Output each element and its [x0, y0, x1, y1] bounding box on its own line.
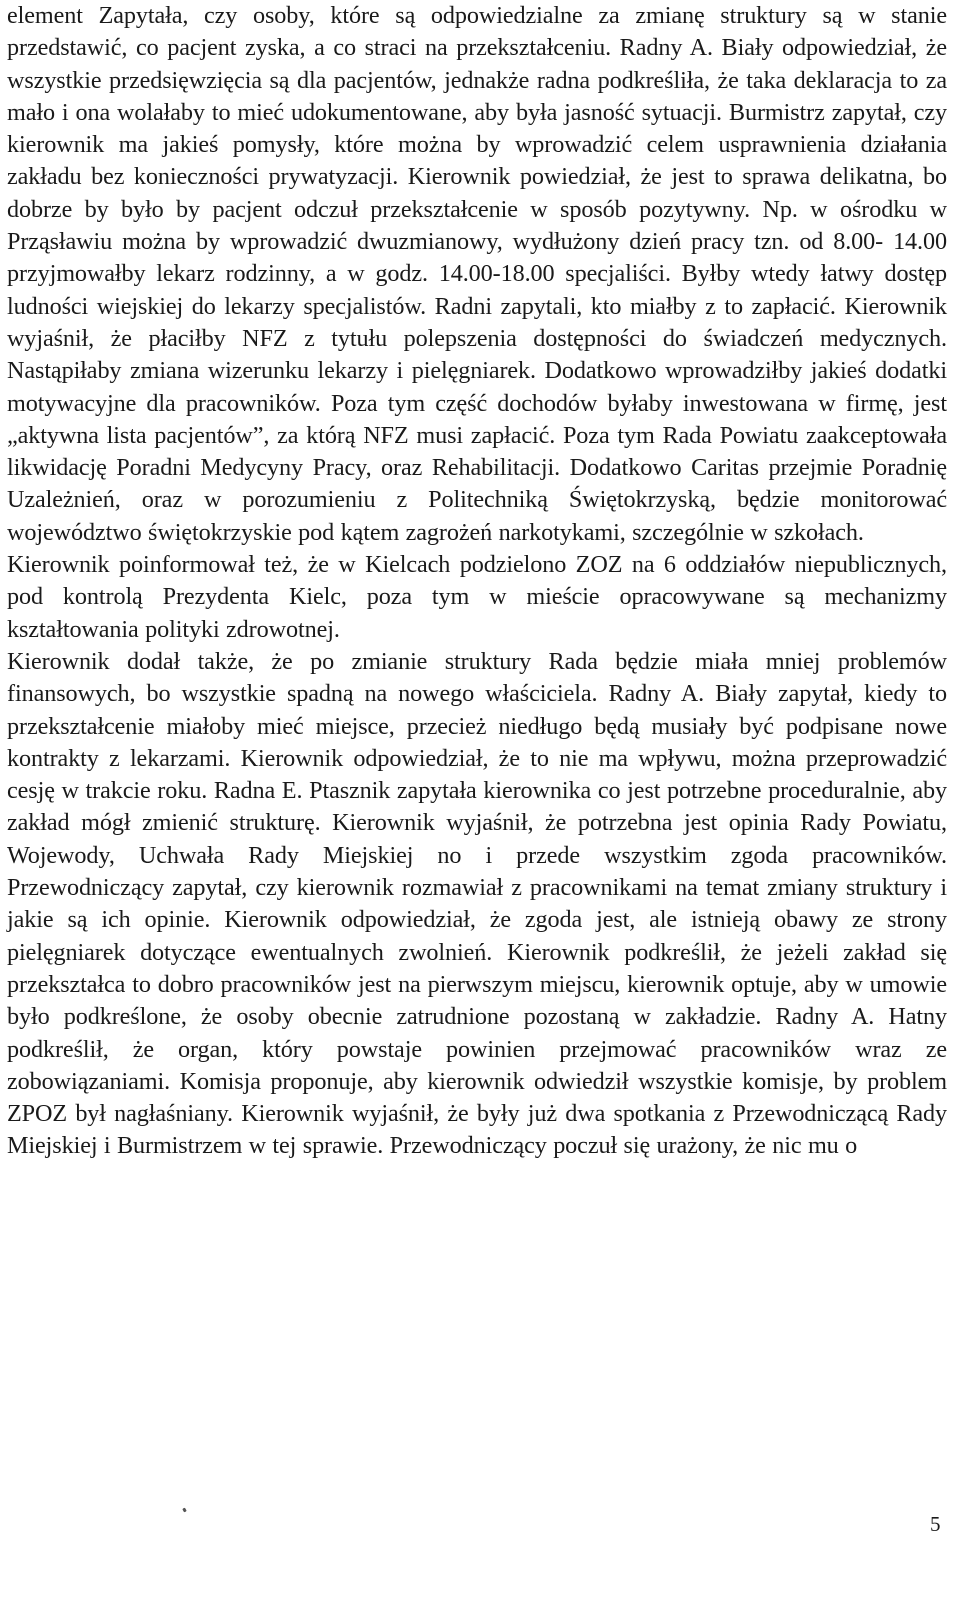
page-number: 5: [930, 1512, 941, 1536]
document-page: [7, 0, 947, 1163]
paragraph: Kierownik dodał także, że po zmianie struktury Rada będzie miała mniej problemów finansowych, bo wszystkie spadną na nowego właściciela. Radny A. Biały zapytał, kiedy to przekształcenie miałoby mieć miejsce, przecież niedługo będą musiały być podpisane nowe kontrakty z lekarzami. Kierownik odpowiedział, że to nie ma wpływu, można przeprowadzić cesję w trakcie roku. Radna E. Ptasznik zapytała kierownika co jest potrzebne proceduralnie, aby zakład mógł zmienić strukturę. Kierownik wyjaśnił, że potrzebna jest opinia Rady Powiatu, Wojewody, Uchwała Rady Miejskiej no i przede wszystkim zgoda pracowników. Przewodniczący zapytał, czy kierownik rozmawiał z pracownikami na temat zmiany struktury i jakie są ich opinie. Kierownik odpowiedział, że zgoda jest, ale istnieją obawy ze strony pielęgniarek dotyczące ewentualnych zwolnień. Kierownik podkreślił, że jeżeli zakład się przekształca to dobro pracowników jest na pierwszym miejscu, kierownik optuje, aby w umowie było podkreślone, że osoby obecnie zatrudnione pozostaną w zakładzie. Radny A. Hatny podkreślił, że organ, który powstaje powinien przejmować pracowników wraz ze zobowiązaniami. Komisja proponuje, aby kierownik odwiedził wszystkie komisje, by problem ZPOZ był nagłaśniany. Kierownik wyjaśnił, że były już dwa spotkania z Przewodniczącą Rady Miejskiej i Burmistrzem w tej sprawie. Przewodniczący poczuł się urażony, że nic mu o: [7, 647, 947, 1160]
scan-speck: [182, 1508, 187, 1513]
paragraph: Kierownik poinformował też, że w Kielcach podzielono ZOZ na 6 oddziałów niepublicznych, pod kontrolą Prezydenta Kielc, poza tym w mieście opracowywane są mechanizmy kształtowania polityki zdrowotnej.: [7, 551, 947, 643]
paragraph: element Zapytała, czy osoby, które są odpowiedzialne za zmianę struktury są w stanie przedstawić, co pacjent zyska, a co straci na przekształceniu. Radny A. Biały odpowiedział, że wszystkie przedsięwzięcia są dla pacjentów, jednakże radna podkreśliła, że taka deklaracja to za mało i ona wolałaby to mieć udokumentowane, aby była jasność sytuacji. Burmistrz zapytał, czy kierownik ma jakieś pomysły, które można by wprowadzić celem usprawnienia działania zakładu bez konieczności prywatyzacji. Kierownik powiedział, że jest to sprawa delikatna, bo dobrze by było by pacjent odczuł przekształcenie w sposób pozytywny. Np. w ośrodku w Prząsławiu można by wprowadzić dwuzmianowy, wydłużony dzień pracy tzn. od 8.00- 14.00 przyjmowałby lekarz rodzinny, a w godz. 14.00-18.00 specjaliści. Byłby wtedy łatwy dostęp ludności wiejskiej do lekarzy specjalistów. Radni zapytali, kto miałby z to zapłacić. Kierownik wyjaśnił, że płaciłby NFZ z tytułu polepszenia dostępności do świadczeń medycznych. Nastąpiłaby zmiana wizerunku lekarzy i pielęgniarek. Dodatkowo wprowadziłby jakieś dodatki motywacyjne dla pracowników. Poza tym część dochodów byłaby inwestowana w firmę, jest „aktywna lista pacjentów”, za którą NFZ musi zapłacić. Poza tym Rada Powiatu zaakceptowała likwidację Poradni Medycyny Pracy, oraz Rehabilitacji. Dodatkowo Caritas przejmie Poradnię Uzależnień, oraz w porozumieniu z Politechniką Świętokrzyską, będzie monitorować województwo świętokrzyskie pod kątem zagrożeń narkotykami, szczególnie w szkołach.: [7, 2, 947, 546]
